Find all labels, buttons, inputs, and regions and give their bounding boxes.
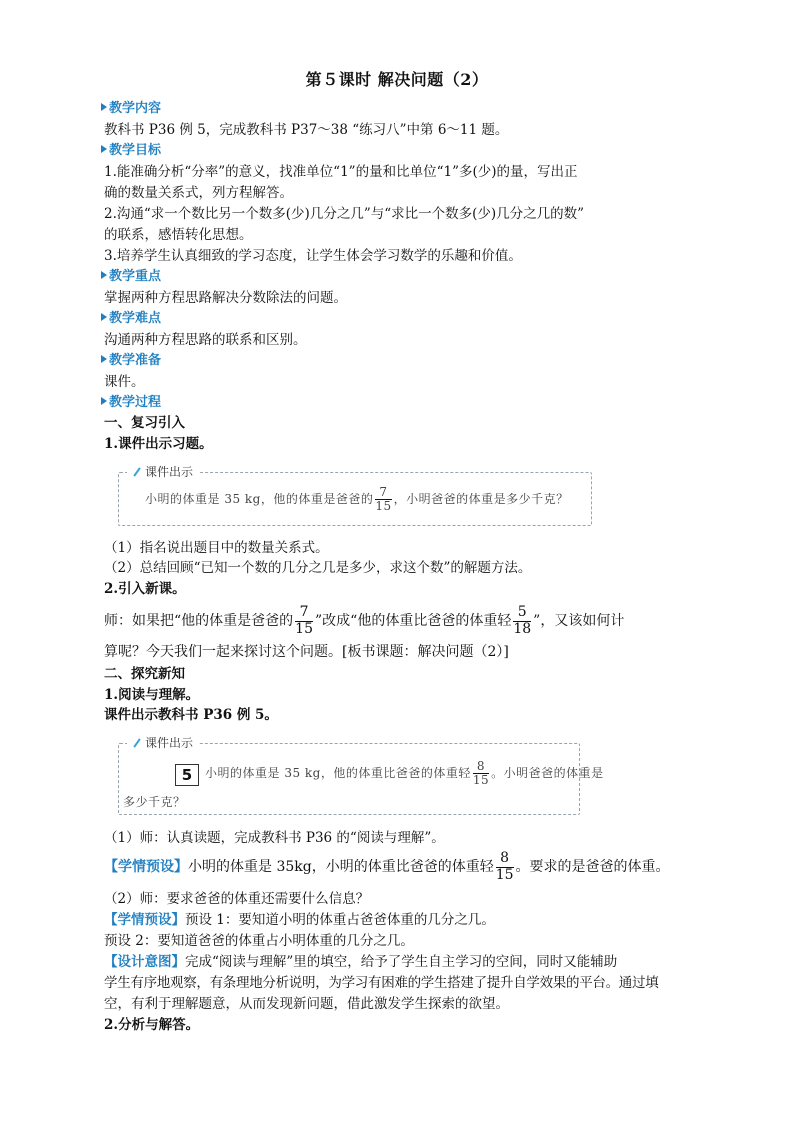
step-1: 1.课件出示习题。 [104, 436, 213, 452]
student-preset-2: 【学情预设】预设 1：要知道小明的体重占爸爸体重的几分之几。 [104, 912, 495, 928]
triangle-bullet-icon [101, 103, 107, 111]
triangle-bullet-icon [101, 145, 107, 153]
heading-teaching-content: 教学内容 [101, 99, 161, 119]
triangle-bullet-icon [101, 355, 107, 363]
step-4: 2.分析与解答。 [104, 1017, 200, 1033]
difficulties-text: 沟通两种方程思路的联系和区别。 [104, 332, 307, 348]
goal-1-line-2: 确的数量关系式，列方程解答。 [104, 185, 293, 201]
question-2: （2）总结回顾“已知一个数的几分之几是多少，求这个数”的解题方法。 [104, 560, 532, 576]
step-3-sub: 课件出示教科书 P36 例 5。 [104, 707, 278, 723]
design-intent-line-1: 【设计意图】完成“阅读与理解”里的填空，给予了学生自主学习的空间，同时又能辅助 [104, 954, 618, 970]
student-preset-1: 【学情预设】小明的体重是 35kg，小明的体重比爸爸的体重轻 $\frac{8}{15}$ 。要求的是爸爸的体重。 [104, 850, 670, 883]
step-3: 1.阅读与理解。 [104, 687, 200, 703]
triangle-bullet-icon [101, 313, 107, 321]
example-text-line-2: 多少千克？ [123, 795, 186, 809]
lesson-title: 第５课时 解决问题（2） [305, 70, 489, 89]
example-text-line-1: 小明的体重是 35 kg，他的体重比爸爸的体重轻 $\frac{8}{15}$ 。小明爸爸的体重是 [205, 759, 604, 788]
fraction-8-15: $\frac{8}{15}$ [472, 759, 490, 788]
goal-2-line-2: 的联系，感悟转化思想。 [104, 227, 253, 243]
heading-teaching-goals: 教学目标 [101, 141, 161, 161]
goal-2-line-1: 2.沟通“求一个数比另一个数多(少)几分之几”与“求比一个数多(少)几分之几的数” [104, 206, 585, 222]
triangle-bullet-icon [101, 397, 107, 405]
courseware-tag: 课件出示 [127, 463, 198, 480]
courseware-box-1 [118, 465, 592, 526]
heading-difficulties: 教学难点 [101, 309, 161, 329]
read-instruction: （1）师：认真读题，完成教科书 P36 的“阅读与理解”。 [104, 830, 445, 846]
part-2-heading: 二、探究新知 [104, 666, 185, 682]
slash-icon [133, 467, 140, 476]
fraction-5-18: $\frac{5}{18}$ [513, 604, 532, 637]
step-2: 2.引入新课。 [104, 581, 186, 597]
preparation-text: 课件。 [104, 374, 145, 390]
heading-preparation: 教学准备 [101, 351, 161, 371]
design-intent-line-3: 空，有利于理解题意，从而发现新问题，借此激发学生探索的欲望。 [104, 996, 509, 1012]
example-number-badge: 5 [175, 764, 199, 786]
teacher-intro-line-1: 师：如果把“他的体重是爸爸的 $\frac{7}{15}$ ”改成“他的体重比爸爸的体重轻 $\frac{5}{18}$ ”，又该如何计 [104, 604, 625, 637]
fraction-7-15: $\frac{7}{15}$ [295, 604, 313, 637]
key-points-text: 掌握两种方程思路解决分数除法的问题。 [104, 290, 347, 306]
heading-key-points: 教学重点 [101, 267, 161, 287]
courseware-tag: 课件出示 [127, 734, 198, 751]
goal-3: 3.培养学生认真细致的学习态度，让学生体会学习数学的乐趣和价值。 [104, 248, 522, 264]
fraction-7-15: $\frac{7}{15}$ [375, 485, 392, 514]
goal-1-line-1: 1.能准确分析“分率”的意义，找准单位“1”的量和比单位“1”多(少)的量，写出正 [104, 164, 578, 180]
slash-icon [133, 738, 140, 747]
question-1: （1）指名说出题目中的数量关系式。 [104, 540, 329, 556]
fraction-8-15: $\frac{8}{15}$ [495, 850, 514, 883]
teacher-intro-line-2: 算呢？今天我们一起来探讨这个问题。[板书课题：解决问题（2）] [104, 644, 509, 660]
exercise-text: 小明的体重是 35 kg，他的体重是爸爸的 $\frac{7}{15}$ ，小明爸爸的体重是多少千克？ [145, 485, 569, 514]
courseware-box-2 [118, 736, 604, 815]
question-needed-info: （2）师：要求爸爸的体重还需要什么信息？ [104, 891, 370, 907]
design-intent-line-2: 学生有序地观察，有条理地分析说明，为学习有困难的学生搭建了提升自学效果的平台。通过填 [104, 975, 659, 991]
part-1-heading: 一、复习引入 [104, 415, 185, 431]
heading-process: 教学过程 [101, 393, 161, 413]
teaching-content-text: 教科书 P36 例 5，完成教科书 P37～38 “练习八”中第 6～11 题。 [104, 122, 509, 138]
student-preset-3: 预设 2：要知道爸爸的体重占小明体重的几分之几。 [104, 933, 414, 949]
triangle-bullet-icon [101, 271, 107, 279]
